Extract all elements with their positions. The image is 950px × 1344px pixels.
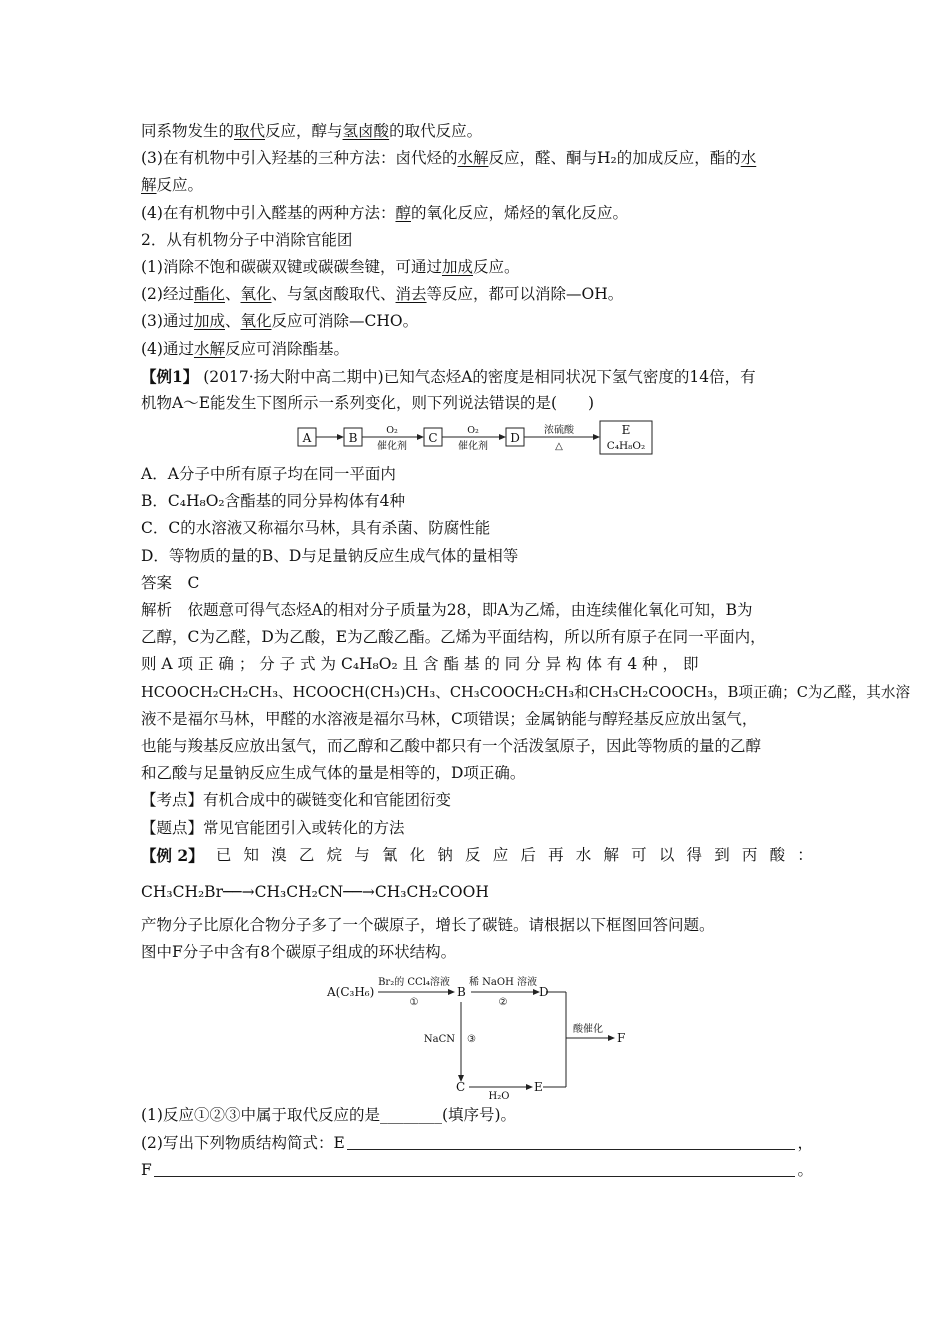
label-F: F [617, 1031, 626, 1046]
label-acid: 浓硫酸 [544, 425, 574, 437]
reaction-scheme-1-svg [141, 419, 813, 455]
stem-char: 与 [354, 845, 370, 864]
stem-char: 已 [215, 845, 232, 864]
stem-char: 再 [548, 845, 564, 864]
stem-char: 烷 [326, 845, 343, 864]
label-r1: Br₂的 CCl₄溶液 [378, 977, 450, 989]
text: 的氧化反应，烯烃的氧化反应。 [410, 203, 628, 222]
label-heat: △ [555, 441, 563, 453]
analysis-line: 解析 依题意可得气态烃A的相对分子质量为28，即A为乙烯，由连续催化氧化可知，B为 [141, 601, 753, 619]
section-heading: 2．从有机物分子中消除官能团 [141, 230, 353, 249]
text: 同系物发生的 [141, 122, 235, 140]
label-r2n: ② [498, 997, 508, 1009]
text-line [141, 200, 813, 227]
text: 反应，醇与 [265, 122, 343, 140]
text-line [141, 308, 813, 335]
question-3 [141, 1157, 813, 1184]
label-B: B [348, 431, 358, 446]
spacer [141, 869, 813, 879]
stem-char: 得 [686, 845, 703, 864]
analysis-line: 和乙酸与足量钠反应生成气体的量是相等的，D项正确。 [141, 764, 526, 783]
option-b: B．C₄H₈O₂含酯基的同分异构体有4种 [141, 492, 405, 511]
underlined-answer: 加成 [193, 312, 225, 331]
example-tag: 【例1】 [141, 366, 199, 386]
label-B: B [457, 985, 466, 1000]
example1-stem-cont: 机物A～E能发生下图所示一系列变化，则下列说法错误的是( ) [141, 393, 595, 412]
punctuation: ， [797, 1133, 813, 1152]
underlined-answer: 消去 [395, 285, 427, 304]
reaction-equation: CH₃CH₂Br──→CH₃CH₂CN──→CH₃CH₂COOH [141, 882, 489, 901]
option-a: A．A分子中所有原子均在同一平面内 [141, 465, 396, 484]
underlined-answer: 水解 [193, 339, 225, 358]
answer-blank-f[interactable] [154, 1157, 796, 1177]
label-E-formula: C₄H₈O₂ [606, 440, 646, 453]
underlined-answer: 氧化 [240, 312, 272, 331]
text: 反应可消除—CHO。 [271, 312, 419, 331]
text-line [141, 281, 813, 308]
text: (4)在有机物中引入醛基的两种方法： [141, 203, 396, 222]
example2-stem [141, 842, 813, 869]
kaodian: 【考点】有机合成中的碳链变化和官能团衍变 [141, 791, 452, 810]
label-h2o: H₂O [488, 1091, 510, 1101]
stem-char: 后 [520, 845, 536, 864]
label-A: A(C₃H₆) [327, 985, 375, 1000]
underlined-answer: 醇 [395, 203, 411, 222]
analysis-line: HCOOCH₂CH₂CH₃、HCOOCH(CH₃)CH₃、CH₃COOCH₂CH₃和CH₃CH₂COOCH₃，B项正确；C为乙醛，其水溶 [141, 683, 911, 701]
option-d: D．等物质的量的B、D与足量钠反应生成气体的量相等 [141, 546, 519, 565]
label-r1n: ① [409, 997, 419, 1009]
stem-char: 以 [658, 845, 675, 864]
text: 反应可消除酯基。 [224, 339, 349, 358]
label-r3: NaCN [423, 1034, 455, 1046]
label-C: C [456, 1080, 466, 1095]
label-o2-1: O₂ [386, 425, 398, 437]
stem-char: 钠 [437, 845, 453, 864]
stem-char: 应 [492, 845, 509, 864]
tidian: 【题点】常见官能团引入或转化的方法 [141, 818, 405, 837]
text: 等反应，都可以消除—OH。 [426, 285, 624, 304]
label-D: D [510, 431, 520, 446]
text-line [141, 336, 813, 363]
stem-char: 乙 [298, 845, 315, 864]
underlined-answer: 加成 [441, 257, 473, 276]
label-E: E [621, 423, 631, 438]
text: (3)通过 [141, 312, 194, 331]
text-line [141, 254, 813, 281]
stem-char: 氰 [381, 845, 398, 864]
text-line [141, 145, 813, 172]
underlined-answer: 水 [740, 149, 757, 168]
stem-char: 化 [409, 845, 426, 864]
reaction-scheme-1 [141, 419, 813, 455]
text: 、与氢卤酸取代、 [271, 285, 396, 304]
text: 反应，醛、酮与H₂的加成反应，酯的 [488, 149, 741, 168]
text-line [141, 118, 813, 145]
analysis-line: 液不是福尔马林，甲醛的水溶液是福尔马林，C项错误；金属钠能与醇羟基反应放出氢气， [141, 709, 758, 728]
answer-blank-e[interactable] [347, 1130, 796, 1150]
text-line [141, 172, 813, 199]
question-3-text: F [141, 1160, 152, 1179]
reaction-scheme-2-svg [141, 970, 813, 1100]
stem-char: 到 [714, 845, 730, 864]
label-r3n: ③ [467, 1034, 476, 1046]
underlined-answer: 酯化 [193, 285, 225, 304]
analysis-line: 也能与羧基反应放出氢气，而乙醇和乙酸中都只有一个活泼氢原子，因此等物质的量的乙醇 [141, 736, 762, 755]
label-r2: 稀 NaOH 溶液 [469, 977, 537, 989]
stem-char: ： [797, 845, 813, 864]
question-2-text: (2)写出下列物质结构简式：E [141, 1133, 345, 1152]
underlined-answer: 解 [141, 176, 157, 195]
text: 反应。 [156, 176, 204, 195]
text-line: 产物分子比原化合物分子多了一个碳原子，增长了碳链。请根据以下框图回答问题。 [141, 916, 715, 935]
label-E: E [534, 1080, 543, 1095]
text-line: 图中F分子中含有8个碳原子组成的环状结构。 [141, 943, 457, 962]
option-c: C．C的水溶液又称福尔马林，具有杀菌、防腐性能 [141, 519, 491, 538]
question-1: (1)反应①②③中属于取代反应的是________(填序号)。 [141, 1106, 517, 1125]
example-tag: 【例 2】 [141, 845, 204, 865]
stem-char: 丙 [741, 845, 758, 864]
underlined-answer: 氧化 [240, 285, 272, 304]
analysis-line: 乙醇，C为乙醛，D为乙酸，E为乙酸乙酯。乙烯为平面结构，所以所有原子在同一平面内， [141, 628, 766, 647]
text: 的取代反应。 [389, 122, 483, 140]
analysis-line: 则 A 项 正 确 ； 分 子 式 为 C₄H₈O₂ 且 含 酯 基 的 同 分 异 构 体 有 4 种 ， 即 [141, 655, 699, 674]
question-2 [141, 1130, 813, 1157]
text: 、 [224, 312, 241, 331]
document-page [141, 118, 911, 1184]
text: (4)通过 [141, 339, 194, 358]
example1-stem [141, 363, 813, 390]
underlined-answer: 取代 [234, 122, 266, 140]
text: 、 [224, 285, 241, 304]
label-A: A [302, 431, 312, 446]
answer: 答案 C [141, 573, 200, 592]
punctuation: 。 [797, 1160, 813, 1179]
label-acidcat: 酸催化 [573, 1024, 603, 1036]
text: (1)消除不饱和碳碳双键或碳碳叁键，可通过 [141, 257, 442, 276]
text: (2)经过 [141, 285, 194, 304]
label-catalyst-2: 催化剂 [458, 441, 488, 453]
underlined-answer: 氢卤酸 [342, 122, 390, 140]
stem-char: 反 [465, 845, 481, 864]
stem-char: 水 [575, 845, 592, 864]
stem-char: 溴 [271, 845, 287, 864]
stem-char: 酸 [769, 845, 786, 864]
text: (3)在有机物中引入羟基的三种方法：卤代烃的 [141, 149, 458, 168]
reaction-scheme-2 [141, 970, 813, 1100]
stem-char: 可 [631, 845, 647, 864]
stem-char: 解 [603, 845, 619, 864]
underlined-answer: 水解 [457, 149, 489, 168]
label-D: D [539, 985, 549, 1000]
stem-char: 知 [243, 845, 260, 864]
label-C: C [428, 431, 438, 446]
text: 反应。 [472, 257, 520, 276]
label-catalyst-1: 催化剂 [377, 441, 407, 453]
text: (2017·扬大附中高二期中)已知气态烃A的密度是相同状况下氢气密度的14倍，有 [198, 367, 756, 386]
label-o2-2: O₂ [467, 425, 479, 437]
